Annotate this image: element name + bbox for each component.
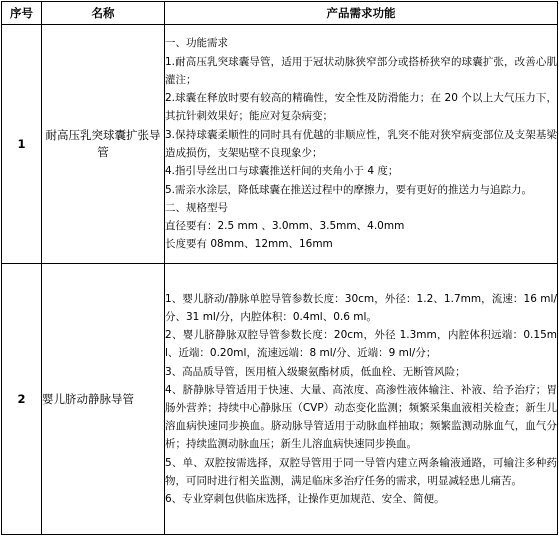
table-row: [2, 264, 558, 535]
requirement-line: 6、专业穿刺包供临床选择，让操作更加规范、安全、简便。: [165, 493, 445, 506]
requirement-line: 1、婴儿脐动/静脉单腔导管参数长度：30cm，外径：1.2、1.7mm，流速：16 ml/分、31 ml/分，内腔体积：0.4ml、0.6 ml。: [165, 292, 557, 323]
row-seq: 2: [2, 264, 42, 535]
header-row: [2, 2, 558, 25]
product-name: 耐高压乳突球囊扩张导管: [42, 25, 165, 264]
header-seq: 序号: [2, 2, 42, 25]
product-spec-table: [1, 1, 558, 535]
requirements-cell: [165, 25, 558, 264]
product-name: 婴儿脐动静脉导管: [42, 264, 165, 535]
requirement-line: 4.指引导丝出口与球囊推送杆间的夹角小于 4 度；: [165, 165, 399, 178]
row-seq: 1: [2, 25, 42, 264]
requirement-line: 2、婴儿脐静脉双腔导管参数长度：20cm，外径 1.3mm，内腔体积远端：0.15ml、近端：0.20ml，流速远端：8 ml/分、近端：9 ml/分；: [165, 329, 557, 360]
requirement-line: 长度要有 08mm、12mm、16mm: [165, 238, 333, 251]
requirement-line: 二、规格型号: [165, 201, 228, 214]
requirement-line: 3.保持球囊柔顺性的同时具有优越的非顺应性，乳突不能对狭窄病变部位及支架基梁造成损伤，支架贴壁不良现象少；: [165, 128, 557, 159]
header-name: 名称: [42, 2, 165, 25]
requirement-line: 一、功能需求: [165, 37, 228, 50]
requirement-line: 4、脐静脉导管适用于快速、大量、高浓度、高渗性液体输注、补液、给予治疗；胃肠外营养；持续中心静脉压（CVP）动态变化监测；频繁采集血液相关检查；新生儿溶血病快速同步换血。脐动脉导管适用于动脉血样抽取；频繁监测动脉血气，血气分析；持续监测动脉血压；新生儿溶血病快速同步换血。: [165, 383, 557, 451]
requirement-line: 2.球囊在释放时要有较高的精确性，安全性及防滑能力；在 20 个以上大气压力下，其抗针刺效果好；能应对复杂病变；: [165, 92, 557, 123]
requirements-cell: [165, 264, 558, 535]
requirement-line: 1.耐高压乳突球囊导管，适用于冠状动脉狭窄部分或搭桥狭窄的球囊扩张，改善心肌灌注；: [165, 55, 557, 86]
requirement-line: 直径要有：2.5 mm 、3.0mm、3.5mm、4.0mm: [165, 220, 405, 233]
requirement-line: 5.需亲水涂层，降低球囊在推送过程中的摩擦力，要有更好的推送力与追踪力。: [165, 183, 533, 196]
requirement-line: 5、单、双腔按需选择，双腔导管用于同一导管内建立两条输液通路，可输注多种药物，可同时进行相关监测，满足临床多治疗任务的需求，明显减轻患儿痛苦。: [165, 456, 557, 487]
header-requirements: 产品需求功能: [165, 2, 558, 25]
requirement-line: 3、高品质导管，医用植入级聚氨酯材质，低血栓、无断管风险；: [165, 365, 466, 378]
table-row: [2, 25, 558, 264]
